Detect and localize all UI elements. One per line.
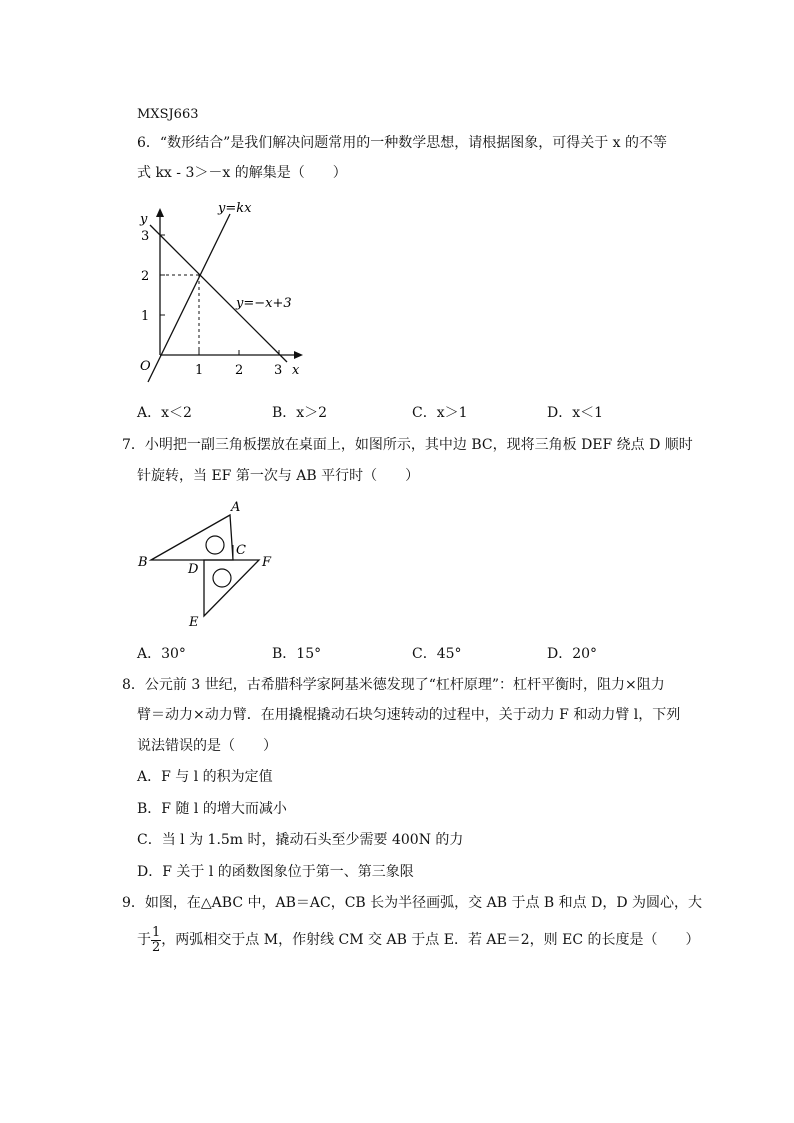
q7-stem-line1: 7．小明把一副三角板摆放在桌面上，如图所示，其中边 BC，现将三角板 DEF 绕点 D 顺时 [122,437,693,453]
x-axis-arrow [294,351,303,359]
label-a: A [231,500,241,515]
q6-stem-line1: 6．“数形结合”是我们解决问题常用的一种数学思想，请根据图象，可得关于 x 的不等 [137,135,668,151]
triangle-def [204,560,259,616]
q6-option-c: C．x＞1 [412,405,468,421]
q8-stem-line3: 说法错误的是（ ） [137,738,277,754]
x-tick-1: 1 [195,363,204,378]
q8-option-d: D．F 关于 l 的函数图象位于第一、第三象限 [137,864,414,880]
q7-option-b: B．15° [272,646,322,662]
q6-option-a: A．x＜2 [137,405,192,421]
q9-stem-line2 [137,924,700,956]
y-axis-arrow [156,208,164,217]
fraction-denominator: 2 [152,939,161,955]
q7-option-d: D．20° [547,646,598,662]
q8-option-c: C．当 l 为 1.5m 时，撬动石头至少需要 400N 的力 [137,832,464,848]
y-tick-2: 2 [141,269,150,284]
x-axis-label: x [292,363,300,378]
q7-figure [132,495,282,635]
q7-option-c: C．45° [412,646,462,662]
q8-stem-line1: 8．公元前 3 世纪，古希腊科学家阿基米德发现了“杠杆原理”：杠杆平衡时，阻力×阻力 [122,677,665,693]
x-tick-2: 2 [235,363,244,378]
line-label-neg: y=−x+3 [236,296,292,311]
q8-option-a: A．F 与 l 的积为定值 [137,769,273,785]
origin-label: O [140,359,151,374]
q6-option-b: B．x＞2 [272,405,328,421]
x-tick-3: 3 [274,363,283,378]
q6-option-d: D．x＜1 [547,405,604,421]
q8-stem-line2: 臂＝动力×动力臂．在用撬棍撬动石块匀速转动的过程中，关于动力 F 和动力臂 l，下列 [137,707,681,723]
label-e: E [189,615,199,630]
y-axis-label: y [140,212,148,227]
q9-line2-prefix: 于 [137,932,151,948]
triangle-def-hole [213,569,231,587]
document-id: MXSJ663 [137,107,199,122]
label-d: D [188,562,199,577]
label-c: C [236,543,246,558]
triangle-abc-hole [206,536,224,554]
q9-stem-line1: 9．如图，在△ABC 中，AB＝AC，CB 长为半径画弧，交 AB 于点 B 和点 D，D 为圆心，大 [122,895,703,911]
q7-stem-line2: 针旋转，当 EF 第一次与 AB 平行时（ ） [137,468,420,484]
y-tick-3: 3 [141,229,150,244]
line-label-kx: y=kx [218,201,252,216]
fraction-numerator: 1 [152,924,161,940]
q9-line2-suffix: ，两弧相交于点 M，作射线 CM 交 AB 于点 E．若 AE＝2，则 EC 的长度是（ ） [161,932,700,948]
q6-stem-line2: 式 kx - 3＞－x 的解集是（ ） [137,165,347,181]
fraction-one-half [151,926,161,955]
y-tick-1: 1 [141,309,150,324]
q7-option-a: A．30° [137,646,186,662]
label-b: B [138,555,148,570]
line-y-neg-x-plus-3 [150,225,287,362]
q8-option-b: B．F 随 l 的增大而减小 [137,801,287,817]
q6-graph [130,195,320,390]
label-f: F [262,555,272,570]
